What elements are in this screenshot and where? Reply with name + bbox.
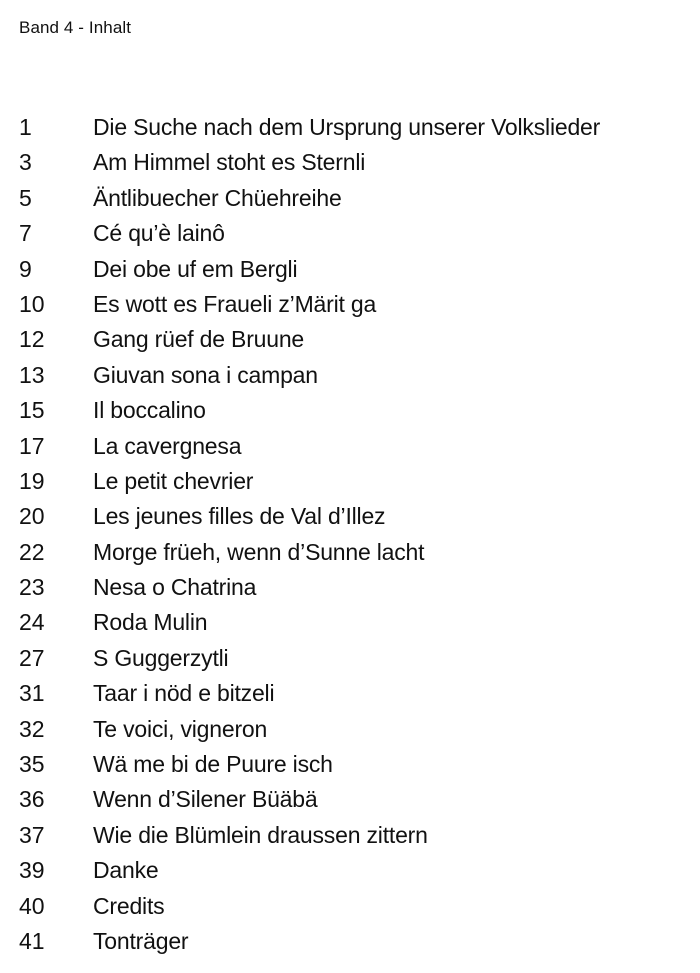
toc-page-number: 1 bbox=[19, 114, 32, 140]
toc-entry-title: Taar i nöd e bitzeli bbox=[93, 680, 275, 707]
toc-entry-title: Roda Mulin bbox=[93, 609, 208, 636]
toc-page-number: 13 bbox=[19, 361, 45, 388]
toc-page-number: 7 bbox=[19, 220, 32, 247]
toc-entry bbox=[0, 712, 700, 747]
toc-entry bbox=[0, 889, 700, 924]
toc-page-number: 35 bbox=[19, 751, 45, 778]
toc-entry-title: Le petit chevrier bbox=[93, 467, 254, 494]
toc-page-number: 31 bbox=[19, 680, 45, 707]
toc-page-number: 41 bbox=[19, 927, 45, 954]
page-title: Band 4 - Inhalt bbox=[19, 18, 132, 37]
toc-entry-title: S Guggerzytli bbox=[93, 644, 229, 671]
toc-entry bbox=[0, 464, 700, 499]
toc-entry-title: Tonträger bbox=[93, 927, 189, 954]
toc-entry bbox=[0, 358, 700, 393]
toc-entry bbox=[0, 499, 700, 534]
toc-entry bbox=[0, 853, 700, 888]
table-of-contents bbox=[0, 110, 700, 959]
toc-page-number: 9 bbox=[19, 255, 32, 282]
toc-page-number: 23 bbox=[19, 574, 45, 601]
toc-entry-title: Cé qu’è lainô bbox=[93, 220, 225, 247]
toc-page-number: 3 bbox=[19, 149, 32, 176]
toc-entry bbox=[0, 252, 700, 287]
toc-page-number: 36 bbox=[19, 786, 45, 813]
toc-entry bbox=[0, 393, 700, 428]
toc-page-number: 40 bbox=[19, 892, 45, 919]
toc-page-number: 22 bbox=[19, 538, 45, 565]
toc-entry-title: Il boccalino bbox=[93, 397, 206, 424]
toc-page-number: 19 bbox=[19, 467, 45, 494]
toc-entry-title: Es wott es Fraueli z’Märit ga bbox=[93, 290, 377, 317]
toc-entry bbox=[0, 429, 700, 464]
toc-entry bbox=[0, 181, 700, 216]
toc-page-number: 39 bbox=[19, 857, 45, 884]
toc-page-number: 17 bbox=[19, 432, 45, 459]
toc-page-number: 27 bbox=[19, 644, 45, 671]
toc-entry bbox=[0, 924, 700, 959]
toc-entry-title: Äntlibuecher Chüehreihe bbox=[93, 184, 342, 211]
toc-page-number: 10 bbox=[19, 290, 45, 317]
toc-entry-title: Wenn d’Silener Büäbä bbox=[93, 786, 318, 813]
toc-entry bbox=[0, 322, 700, 357]
toc-entry-title: Danke bbox=[93, 857, 159, 884]
toc-page-number: 32 bbox=[19, 715, 45, 742]
toc-page-number: 37 bbox=[19, 821, 45, 848]
toc-entry bbox=[0, 110, 700, 145]
toc-entry bbox=[0, 605, 700, 640]
toc-entry-title: Giuvan sona i campan bbox=[93, 361, 318, 388]
toc-entry bbox=[0, 676, 700, 711]
toc-entry-title: Credits bbox=[93, 892, 165, 919]
toc-entry bbox=[0, 818, 700, 853]
toc-entry-title: Am Himmel stoht es Sternli bbox=[93, 149, 366, 176]
toc-page-number: 12 bbox=[19, 326, 45, 353]
toc-page-number: 5 bbox=[19, 184, 32, 211]
toc-entry bbox=[0, 782, 700, 817]
toc-entry-title: Les jeunes filles de Val d’Illez bbox=[93, 503, 386, 530]
toc-entry-title: Die Suche nach dem Ursprung unserer Volkslieder bbox=[93, 114, 601, 140]
toc-entry-title: Nesa o Chatrina bbox=[93, 574, 257, 601]
toc-entry-title: Dei obe uf em Bergli bbox=[93, 255, 298, 282]
toc-entry-title: Wie die Blümlein draussen zittern bbox=[93, 821, 428, 848]
toc-entry bbox=[0, 641, 700, 676]
toc-entry-title: Te voici, vigneron bbox=[93, 715, 268, 742]
toc-entry bbox=[0, 216, 700, 251]
toc-page-number: 20 bbox=[19, 503, 45, 530]
toc-entry-title: Morge früeh, wenn d’Sunne lacht bbox=[93, 538, 425, 565]
toc-entry-title: La cavergnesa bbox=[93, 432, 242, 459]
toc-page-number: 24 bbox=[19, 609, 45, 636]
toc-entry bbox=[0, 747, 700, 782]
toc-entry-title: Gang rüef de Bruune bbox=[93, 326, 305, 353]
toc-entry bbox=[0, 535, 700, 570]
toc-entry bbox=[0, 145, 700, 180]
toc-entry-title: Wä me bi de Puure isch bbox=[93, 751, 333, 778]
toc-entry bbox=[0, 570, 700, 605]
toc-entry bbox=[0, 287, 700, 322]
toc-page-number: 15 bbox=[19, 397, 45, 424]
